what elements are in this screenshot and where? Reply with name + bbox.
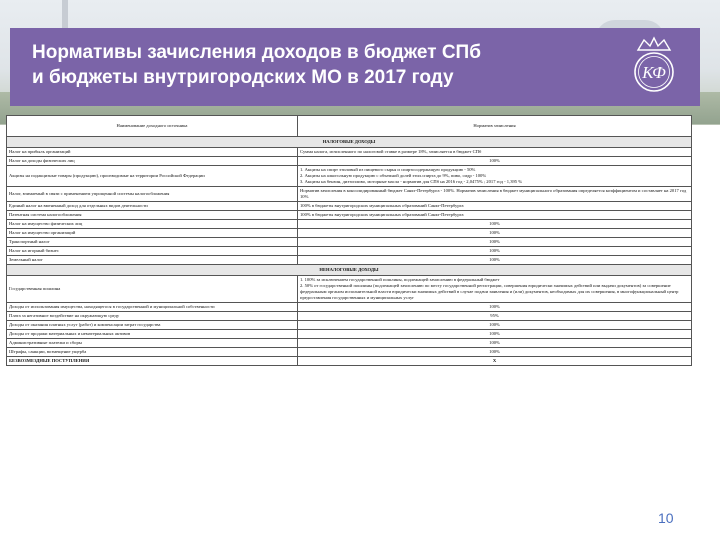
table-row: [7, 157, 692, 166]
row-norm: 100%: [298, 238, 692, 247]
header-source: Наименование доходного источника: [7, 116, 298, 137]
row-source: Доходы от продажи материальных и нематериальных активов: [7, 330, 298, 339]
row-source: Административные платежи и сборы: [7, 339, 298, 348]
final-norm: X: [298, 357, 692, 366]
table-row: [7, 187, 692, 202]
row-norm: 100%: [298, 256, 692, 265]
row-source: Налог на прибыль организаций: [7, 148, 298, 157]
row-source: Транспортный налог: [7, 238, 298, 247]
row-source: Штрафы, санкции, возмещение ущерба: [7, 348, 298, 357]
row-source: Государственная пошлина: [7, 276, 298, 303]
slide-title-line-2: и бюджеты внутригородских МО в 2017 году: [32, 67, 454, 88]
row-norm: 100%: [298, 339, 692, 348]
table-row: [7, 303, 692, 312]
table-row: [7, 321, 692, 330]
table-row: [7, 330, 692, 339]
committee-logo-icon: [628, 36, 680, 94]
row-norm: 100%: [298, 247, 692, 256]
row-norm: Сумма налога, исчисленного по налоговой ставке в размере 18%, зачисляется в бюджет СПб: [298, 148, 692, 157]
revenue-norms-table: [6, 115, 692, 366]
table-row: [7, 238, 692, 247]
table-row: [7, 166, 692, 187]
row-norm: 100%: [298, 303, 692, 312]
row-source: Акцизы на подакцизные товары (продукцию), производимые на территории Российской Федерации: [7, 166, 298, 187]
slide-title-line-1: Нормативы зачисления доходов в бюджет СПб: [32, 42, 481, 63]
row-norm: Норматив зачисления в консолидированный бюджет Санкт-Петербурга - 100%. Норматив зачисления в бюджет муниципального образования определяется коэффициентом и составляет на 2017 год 10%: [298, 187, 692, 202]
row-source: Налог на имущество физических лиц: [7, 220, 298, 229]
section-row-tax: [7, 137, 692, 148]
row-source: Земельный налог: [7, 256, 298, 265]
page-number: 10: [658, 510, 674, 526]
table-row: [7, 247, 692, 256]
table-row: [7, 276, 692, 303]
logo-text: КФ: [642, 63, 666, 82]
table-row: [7, 202, 692, 211]
row-norm: 1. Акцизы на спирт этиловый из пищевого сырья и спиртосодержащую продукцию - 50% 2. Акцизы на алкогольную продукцию с объемной долей этил.спирта до 9%, пиво, сидр - 100% 3. Акцизы на бензин, дизтопливо, моторные масла - норматив для СПб на 2016 год - 2,0475% ; 2017 год - 1,395 %: [298, 166, 692, 187]
table-row-final: [7, 357, 692, 366]
row-norm: 1. 100% за исключением государственной пошлины, подлежащей зачислению в федеральный бюджет 2. 50% от государственной пошлины (подлежащей зачислению по месту государственной регистрации, совершения юридически значимых действий или выдачи документов) за совершение федеральным органом исполнительной власти юридически значимых действий в случае подачи заявления и (или) документов, необходимых для их совершения, в многофункциональный центр предоставления государственных и муниципальных услуг: [298, 276, 692, 303]
table-header-row: [7, 116, 692, 137]
row-source: Налог, взимаемый в связи с применением упрощенной системы налогообложения: [7, 187, 298, 202]
row-norm: 100%: [298, 330, 692, 339]
row-norm: 100%: [298, 220, 692, 229]
section-title-tax: НАЛОГОВЫЕ ДОХОДЫ: [7, 137, 692, 148]
row-norm: 95%: [298, 312, 692, 321]
table-row: [7, 348, 692, 357]
row-norm: 100%: [298, 348, 692, 357]
header-norm: Норматив зачисления: [298, 116, 692, 137]
row-source: Налог на доходы физических лиц: [7, 157, 298, 166]
table-row: [7, 256, 692, 265]
row-norm: 100% в бюджеты внутригородских муниципальных образований Санкт-Петербурга: [298, 211, 692, 220]
row-source: Патентная система налогообложения: [7, 211, 298, 220]
row-norm: 100%: [298, 321, 692, 330]
row-source: Единый налог на вмененный доход для отдельных видов деятельности: [7, 202, 298, 211]
row-source: Налог на игорный бизнес: [7, 247, 298, 256]
row-source: Плата за негативное воздействие на окружающую среду: [7, 312, 298, 321]
title-banner: [10, 28, 700, 106]
table-row: [7, 229, 692, 238]
table-row: [7, 148, 692, 157]
row-source: Доходы от использования имущества, находящегося в государственной и муниципальной собственности: [7, 303, 298, 312]
table-row: [7, 211, 692, 220]
final-source: БЕЗВОЗМЕЗДНЫЕ ПОСТУПЛЕНИЯ: [7, 357, 298, 366]
table-row: [7, 220, 692, 229]
slide-title: [32, 40, 592, 90]
row-source: Налог на имущество организаций: [7, 229, 298, 238]
row-norm: 100%: [298, 229, 692, 238]
section-row-nontax: [7, 265, 692, 276]
row-norm: 100% в бюджеты внутригородских муниципальных образований Санкт-Петербурга: [298, 202, 692, 211]
section-title-nontax: НЕНАЛОГОВЫЕ ДОХОДЫ: [7, 265, 692, 276]
table-row: [7, 339, 692, 348]
row-source: Доходы от оказания платных услуг (работ) и компенсации затрат государства: [7, 321, 298, 330]
table-row: [7, 312, 692, 321]
row-norm: 100%: [298, 157, 692, 166]
